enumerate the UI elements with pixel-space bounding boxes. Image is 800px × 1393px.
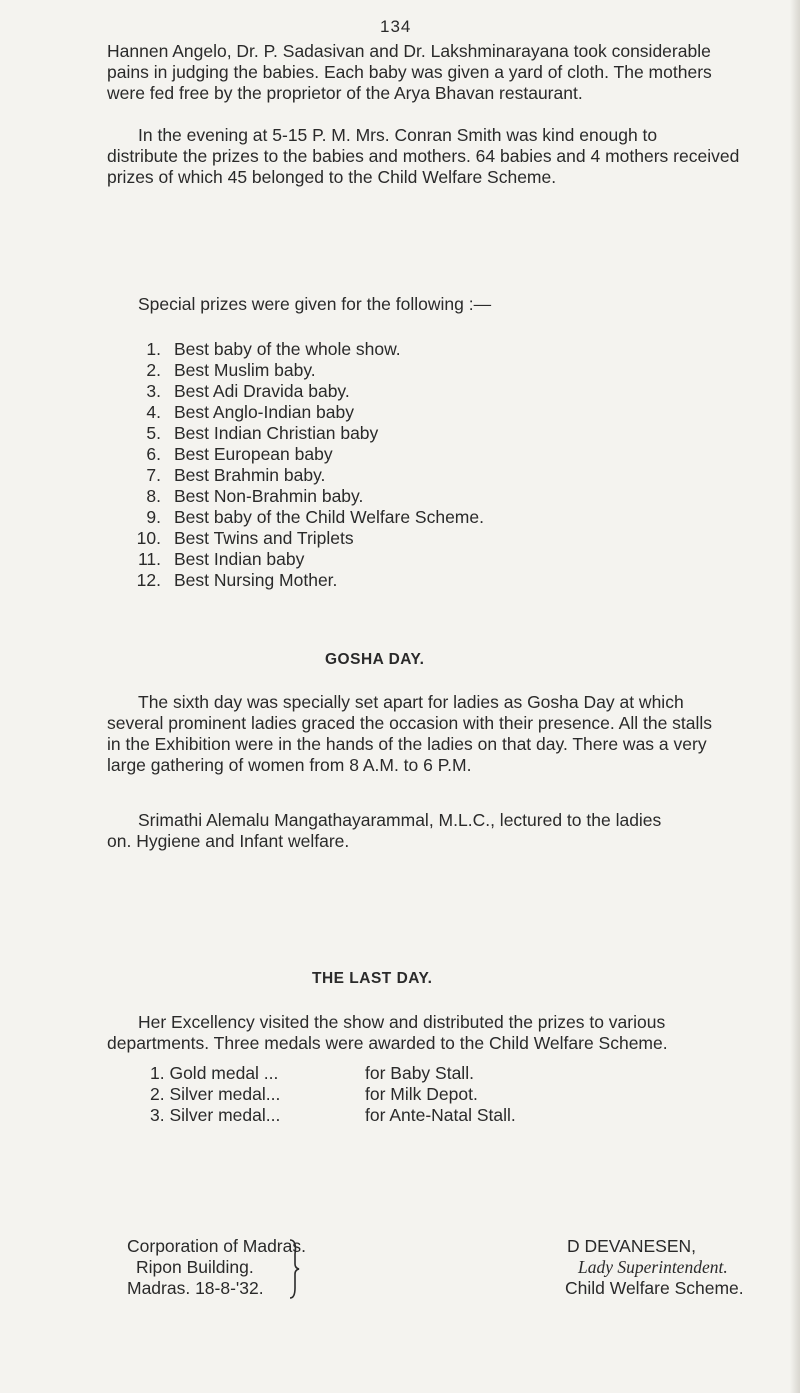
text-line: Ripon Building. bbox=[136, 1257, 254, 1277]
last-day-paragraph bbox=[107, 1012, 668, 1054]
list-item: 4. Best Anglo-Indian baby bbox=[146, 402, 354, 422]
gosha-paragraph bbox=[107, 692, 712, 776]
list-item: 11. Best Indian baby bbox=[137, 549, 305, 569]
gosha-day-heading: GOSHA DAY. bbox=[325, 651, 425, 668]
page-number: 134 bbox=[380, 17, 412, 36]
list-item: 3. Silver medal... for Ante-Natal Stall. bbox=[150, 1105, 516, 1125]
list-item: 1. Gold medal ... for Baby Stall. bbox=[150, 1063, 474, 1083]
text-line: prizes of which 45 belonged to the Child Welfare Scheme. bbox=[107, 167, 557, 187]
last-day-heading: THE LAST DAY. bbox=[312, 970, 433, 987]
special-prizes-intro: Special prizes were given for the following :— bbox=[138, 294, 492, 314]
text-line: several prominent ladies graced the occasion with their presence. All the stalls bbox=[107, 713, 713, 733]
text-line: in the Exhibition were in the hands of the ladies on that day. There was a very bbox=[107, 734, 707, 754]
list-item: 2. Silver medal... for Milk Depot. bbox=[150, 1084, 478, 1104]
signatory-organization: Child Welfare Scheme. bbox=[565, 1278, 744, 1298]
list-item: 9. Best baby of the Child Welfare Scheme. bbox=[146, 507, 484, 527]
list-item: 1. Best baby of the whole show. bbox=[146, 339, 401, 359]
list-item: 6. Best European baby bbox=[146, 444, 333, 464]
text-line: large gathering of women from 8 A.M. to 6 P.M. bbox=[107, 755, 472, 775]
text-line: were fed free by the proprietor of the Arya Bhavan restaurant. bbox=[107, 83, 583, 103]
text-line: pains in judging the babies. Each baby was given a yard of cloth. The mothers bbox=[107, 62, 712, 82]
text-line: Hannen Angelo, Dr. P. Sadasivan and Dr. Lakshminarayana took considerable bbox=[107, 41, 711, 61]
list-item: 7. Best Brahmin baby. bbox=[146, 465, 326, 485]
text-line: Her Excellency visited the show and distributed the prizes to various bbox=[138, 1012, 666, 1032]
list-item: 2. Best Muslim baby. bbox=[146, 360, 316, 380]
signatory-name: D DEVANESEN, bbox=[567, 1236, 697, 1256]
text-line: on. Hygiene and Infant welfare. bbox=[107, 831, 350, 851]
signature-address bbox=[127, 1236, 306, 1299]
list-item: 10. Best Twins and Triplets bbox=[136, 528, 354, 548]
evening-paragraph bbox=[107, 125, 739, 188]
lecture-paragraph bbox=[107, 810, 661, 852]
intro-paragraph bbox=[107, 41, 712, 104]
list-item: 3. Best Adi Dravida baby. bbox=[146, 381, 350, 401]
special-prizes-list bbox=[134, 339, 484, 591]
brace-glyph bbox=[287, 1238, 301, 1306]
list-item: 5. Best Indian Christian baby bbox=[146, 423, 379, 443]
page-edge bbox=[790, 0, 800, 1393]
medals-list bbox=[150, 1063, 516, 1126]
text-line: Madras. 18-8-'32. bbox=[127, 1278, 264, 1298]
list-item: 12. Best Nursing Mother. bbox=[136, 570, 338, 590]
text-line: The sixth day was specially set apart for ladies as Gosha Day at which bbox=[138, 692, 684, 712]
text-line: Srimathi Alemalu Mangathayarammal, M.L.C., lectured to the ladies bbox=[138, 810, 662, 830]
text-line: Corporation of Madras. bbox=[127, 1236, 306, 1256]
signatory-title: Lady Superintendent. bbox=[578, 1257, 728, 1277]
list-item: 8. Best Non-Brahmin baby. bbox=[146, 486, 364, 506]
text-line: departments. Three medals were awarded to the Child Welfare Scheme. bbox=[107, 1033, 668, 1053]
text-line: distribute the prizes to the babies and mothers. 64 babies and 4 mothers received bbox=[107, 146, 740, 166]
signature-block bbox=[565, 1236, 744, 1299]
text-line: In the evening at 5-15 P. M. Mrs. Conran Smith was kind enough to bbox=[138, 125, 658, 145]
